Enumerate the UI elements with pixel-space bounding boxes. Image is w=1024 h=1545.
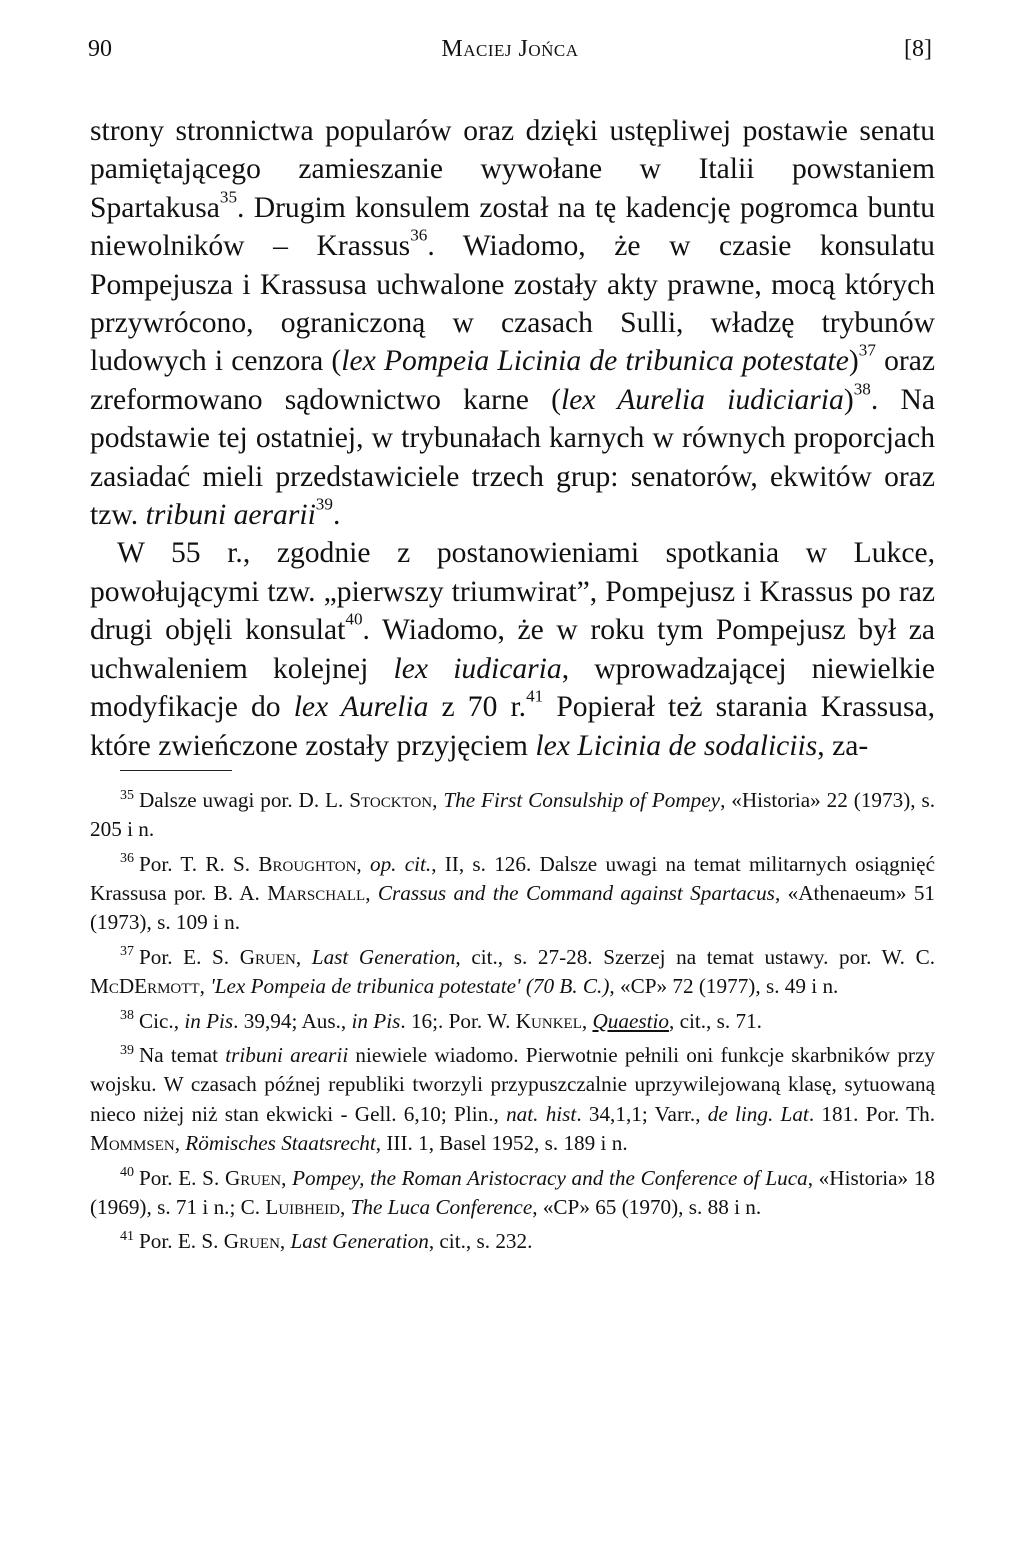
text-run: , cit., s. 232. — [428, 1229, 533, 1254]
italic-text: Pompey, the Roman Aristocracy and the Conference of Luca — [292, 1165, 808, 1190]
text-run: , «Athenaeum» 51 (1973), s. 109 i n. — [90, 881, 936, 935]
text-run: , — [199, 974, 211, 999]
text-run: Por. E. S. — [138, 944, 240, 969]
section-number: [8] — [904, 36, 932, 62]
author-name: Gruen — [239, 944, 296, 969]
text-run: , — [356, 851, 370, 876]
text-run: strony stronnictwa popularów oraz dzięki ustępliwej postawie senatu pamiętającego zamieszanie wywołane w Italii powstaniem Spartakusa — [90, 115, 935, 224]
italic-text: lex Licinia de sodaliciis — [535, 729, 818, 762]
italic-text: lex iudicaria — [393, 652, 562, 685]
italic-text: Crassus and the Command against Spartacus — [377, 881, 775, 906]
text-run: , «CP» 72 (1977), s. 49 i n. — [609, 974, 839, 999]
text-run: . 39,94; Aus., — [233, 1008, 352, 1033]
italic-text: Last Generation — [311, 944, 456, 969]
text-run: , — [432, 788, 444, 812]
text-run: . 16;. Por. W. — [400, 1008, 516, 1033]
text-run: , — [281, 1165, 293, 1190]
italic-text: de ling. Lat — [707, 1101, 809, 1126]
footnote — [90, 1041, 935, 1158]
footnote-number: 38 — [120, 1008, 134, 1024]
text-run: oraz zreformowano sądownictwo karne ( — [90, 345, 935, 416]
text-run: ) — [848, 345, 859, 378]
text-run: Cic., — [138, 1008, 185, 1033]
text-run: , cit., s. 27-28. Szerzej na temat ustawy. por. W. C. — [455, 944, 936, 969]
footnote — [90, 786, 935, 845]
author-name: Gruen — [223, 1229, 280, 1254]
text-run: z 70 r. — [428, 691, 527, 724]
text-run: ) — [843, 383, 854, 416]
italic-text: nat. hist — [506, 1101, 577, 1126]
text-run: Por. T. R. S. — [138, 851, 259, 876]
footnote-ref: 38 — [853, 379, 871, 399]
text-run: , — [581, 1008, 593, 1033]
footnote — [90, 1227, 935, 1256]
text-run: Por. E. S. — [138, 1229, 224, 1254]
page-number: 90 — [88, 36, 112, 62]
author-name: McDErmott — [90, 974, 200, 999]
italic-text: Quaestio — [592, 1008, 669, 1033]
text-run: , za- — [817, 729, 869, 762]
text-run: , — [365, 881, 378, 906]
footnote-separator — [120, 770, 232, 771]
italic-text: tribuni arearii — [225, 1043, 349, 1068]
text-run: . Na podstawie tej ostatniej, w trybunałach karnych w równych proporcjach zasiadać mieli przedstawiciele trzech grup: senatorów, ekwitów oraz tzw. — [90, 383, 935, 532]
text-run: . — [332, 499, 341, 532]
footnote-number: 35 — [120, 787, 134, 803]
text-run: , wprowadzającej niewielkie modyfikacje do — [90, 652, 936, 724]
footnote-number: 41 — [120, 1228, 134, 1244]
running-header — [88, 36, 932, 72]
italic-text: lex Aurelia — [293, 691, 429, 724]
footnote-ref: 35 — [219, 187, 238, 207]
footnote-number: 39 — [120, 1042, 134, 1058]
text-run: , — [174, 1131, 186, 1156]
footnotes — [90, 786, 935, 1262]
footnote-ref: 39 — [315, 494, 333, 514]
text-run: , — [340, 1194, 351, 1219]
text-run: , — [295, 944, 312, 969]
main-text — [90, 112, 935, 765]
text-run: . 34,1,1; Varr., — [576, 1101, 708, 1126]
text-run: . Wiadomo, że w roku tym Pompejusz był za uchwaleniem kolejnej — [90, 614, 935, 685]
author-name: Stockton — [349, 788, 433, 812]
author-name: Maciej Jońca — [441, 36, 579, 62]
footnote-number: 37 — [120, 944, 134, 960]
italic-text: The First Consulship of Pompey — [443, 788, 721, 812]
footnote-ref: 37 — [858, 340, 876, 360]
italic-text: 'Lex Pompeia de tribunica potestate' (70 B. C.) — [210, 974, 610, 999]
text-run: , III. 1, Basel 1952, s. 189 i n. — [375, 1131, 628, 1156]
text-run: . Drugim konsulem został na tę kadencję pogromca buntu niewolników – Krassus — [90, 191, 935, 263]
text-run: , «CP» 65 (1970), s. 88 i n. — [532, 1194, 762, 1219]
footnote — [90, 1164, 935, 1223]
text-run: , II, s. 126. Dalsze uwagi na temat militarnych osiągnięć Krassusa por. B. A. — [90, 851, 935, 906]
italic-text: in Pis — [184, 1008, 234, 1033]
text-run: , — [279, 1229, 291, 1254]
footnote-ref: 40 — [345, 609, 363, 629]
italic-text: Last Generation — [290, 1229, 429, 1254]
italic-text: lex Aurelia iudiciaria — [561, 383, 844, 416]
italic-text: tribuni aerarii — [145, 499, 316, 532]
italic-text: The Luca Conference — [350, 1194, 533, 1219]
text-run: Na temat — [138, 1043, 226, 1068]
italic-text: op. cit. — [369, 851, 432, 876]
text-run: . 181. Por. Th. — [808, 1101, 935, 1126]
text-run: Popierał też starania Krassusa, które zwieńczone zostały przyjęciem — [90, 691, 935, 762]
author-name: Luibheid — [265, 1194, 340, 1219]
text-run: niewiele wiadomo. Pierwotnie pełnili oni funkcje skarbników przy wojsku. W czasach późnej republiki tworzyli przypuszczalnie uprzywilejowaną klasę, sytuowaną nieco niżej niż stan ekwicki - Gell. 6,10; Plin., — [90, 1043, 935, 1126]
author-name: Broughton — [258, 851, 357, 876]
text-run: . Wiadomo, że w czasie konsulatu Pompejusza i Krassusa uchwalone zostały akty prawne, mocą których przywrócono, ograniczoną w czasach Sulli, władzę trybunów ludowych i cenzora ( — [90, 230, 935, 378]
text-run: Por. E. S. — [138, 1165, 225, 1190]
footnote-ref: 36 — [410, 225, 428, 245]
running-title — [88, 36, 932, 63]
italic-text: lex Pompeia Licinia de tribunica potestate — [341, 345, 849, 378]
text-run: , «Historia» 22 (1973), s. 205 i n. — [90, 788, 935, 842]
italic-text: Römisches Staatsrecht — [185, 1131, 376, 1156]
footnote — [90, 850, 935, 938]
text-run: W 55 r., zgodnie z postanowieniami spotkania w Lukce, powołującymi tzw. „pierwszy triumwirat”, Pompejusz i Krassus po raz drugi objęli konsulat — [90, 537, 935, 647]
author-name: Kunkel — [515, 1008, 582, 1033]
footnote-ref: 41 — [526, 686, 544, 706]
text-run: , cit., s. 71. — [668, 1008, 762, 1033]
text-run: , «Historia» 18 (1969), s. 71 i n.; C. — [90, 1165, 936, 1219]
footnote — [90, 943, 935, 1002]
paragraph — [90, 112, 935, 534]
footnote-number: 36 — [120, 851, 134, 867]
paragraph — [90, 534, 935, 764]
italic-text: in Pis — [351, 1008, 401, 1033]
footnote — [90, 1007, 935, 1036]
text-run: Dalsze uwagi por. D. L. — [138, 788, 350, 812]
author-name: Mommsen — [90, 1131, 175, 1156]
author-name: Marschall — [267, 881, 366, 906]
author-name: Gruen — [224, 1165, 282, 1190]
footnote-number: 40 — [120, 1165, 134, 1181]
